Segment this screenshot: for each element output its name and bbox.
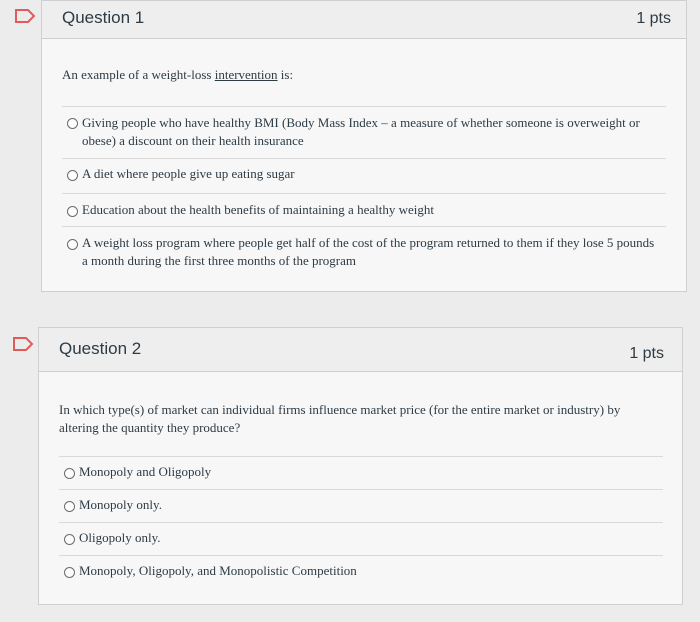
answer-label: A weight loss program where people get half of the cost of the program returned to them if they lose 5 pounds a month during the first three months of the program xyxy=(82,235,655,268)
question-title: Question 2 xyxy=(59,339,142,358)
answer-label: Giving people who have healthy BMI (Body Mass Index – a measure of whether someone is overweight or obese) a discount on their health insurance xyxy=(82,115,640,148)
radio-button-icon[interactable] xyxy=(67,118,78,129)
question-points: 1 pts xyxy=(636,10,671,27)
flag-icon[interactable] xyxy=(12,336,34,352)
question-text: In which type(s) of market can individual firms influence market price (for the entire market or industry) by altering the quantity they produce? xyxy=(59,402,621,435)
answer-label: Monopoly and Oligopoly xyxy=(79,464,212,479)
question-1-header xyxy=(42,1,686,39)
question-1-card xyxy=(41,0,687,292)
answer-option[interactable] xyxy=(62,158,666,194)
answer-option[interactable] xyxy=(59,522,663,556)
radio-button-icon[interactable] xyxy=(64,534,75,545)
question-2-header xyxy=(39,328,682,372)
answer-label: Education about the health benefits of maintaining a healthy weight xyxy=(82,202,434,217)
answer-option[interactable] xyxy=(59,489,663,523)
answer-option[interactable] xyxy=(62,106,666,159)
answer-label: Monopoly, Oligopoly, and Monopolistic Competition xyxy=(79,563,357,578)
answer-option[interactable] xyxy=(59,555,663,589)
answer-option[interactable] xyxy=(62,193,666,227)
question-title: Question 1 xyxy=(62,8,145,27)
radio-button-icon[interactable] xyxy=(64,501,75,512)
radio-button-icon[interactable] xyxy=(67,239,78,250)
answer-option[interactable] xyxy=(59,456,663,490)
radio-button-icon[interactable] xyxy=(67,170,78,181)
answer-label: Oligopoly only. xyxy=(79,530,161,545)
answer-label: Monopoly only. xyxy=(79,497,162,512)
question-2-card xyxy=(38,327,683,605)
question-points: 1 pts xyxy=(629,345,664,362)
answer-label: A diet where people give up eating sugar xyxy=(82,166,295,181)
answer-option[interactable] xyxy=(62,226,666,277)
radio-button-icon[interactable] xyxy=(64,567,75,578)
radio-button-icon[interactable] xyxy=(64,468,75,479)
radio-button-icon[interactable] xyxy=(67,206,78,217)
question-text: An example of a weight-loss intervention is: xyxy=(62,67,294,82)
flag-icon[interactable] xyxy=(14,8,36,24)
